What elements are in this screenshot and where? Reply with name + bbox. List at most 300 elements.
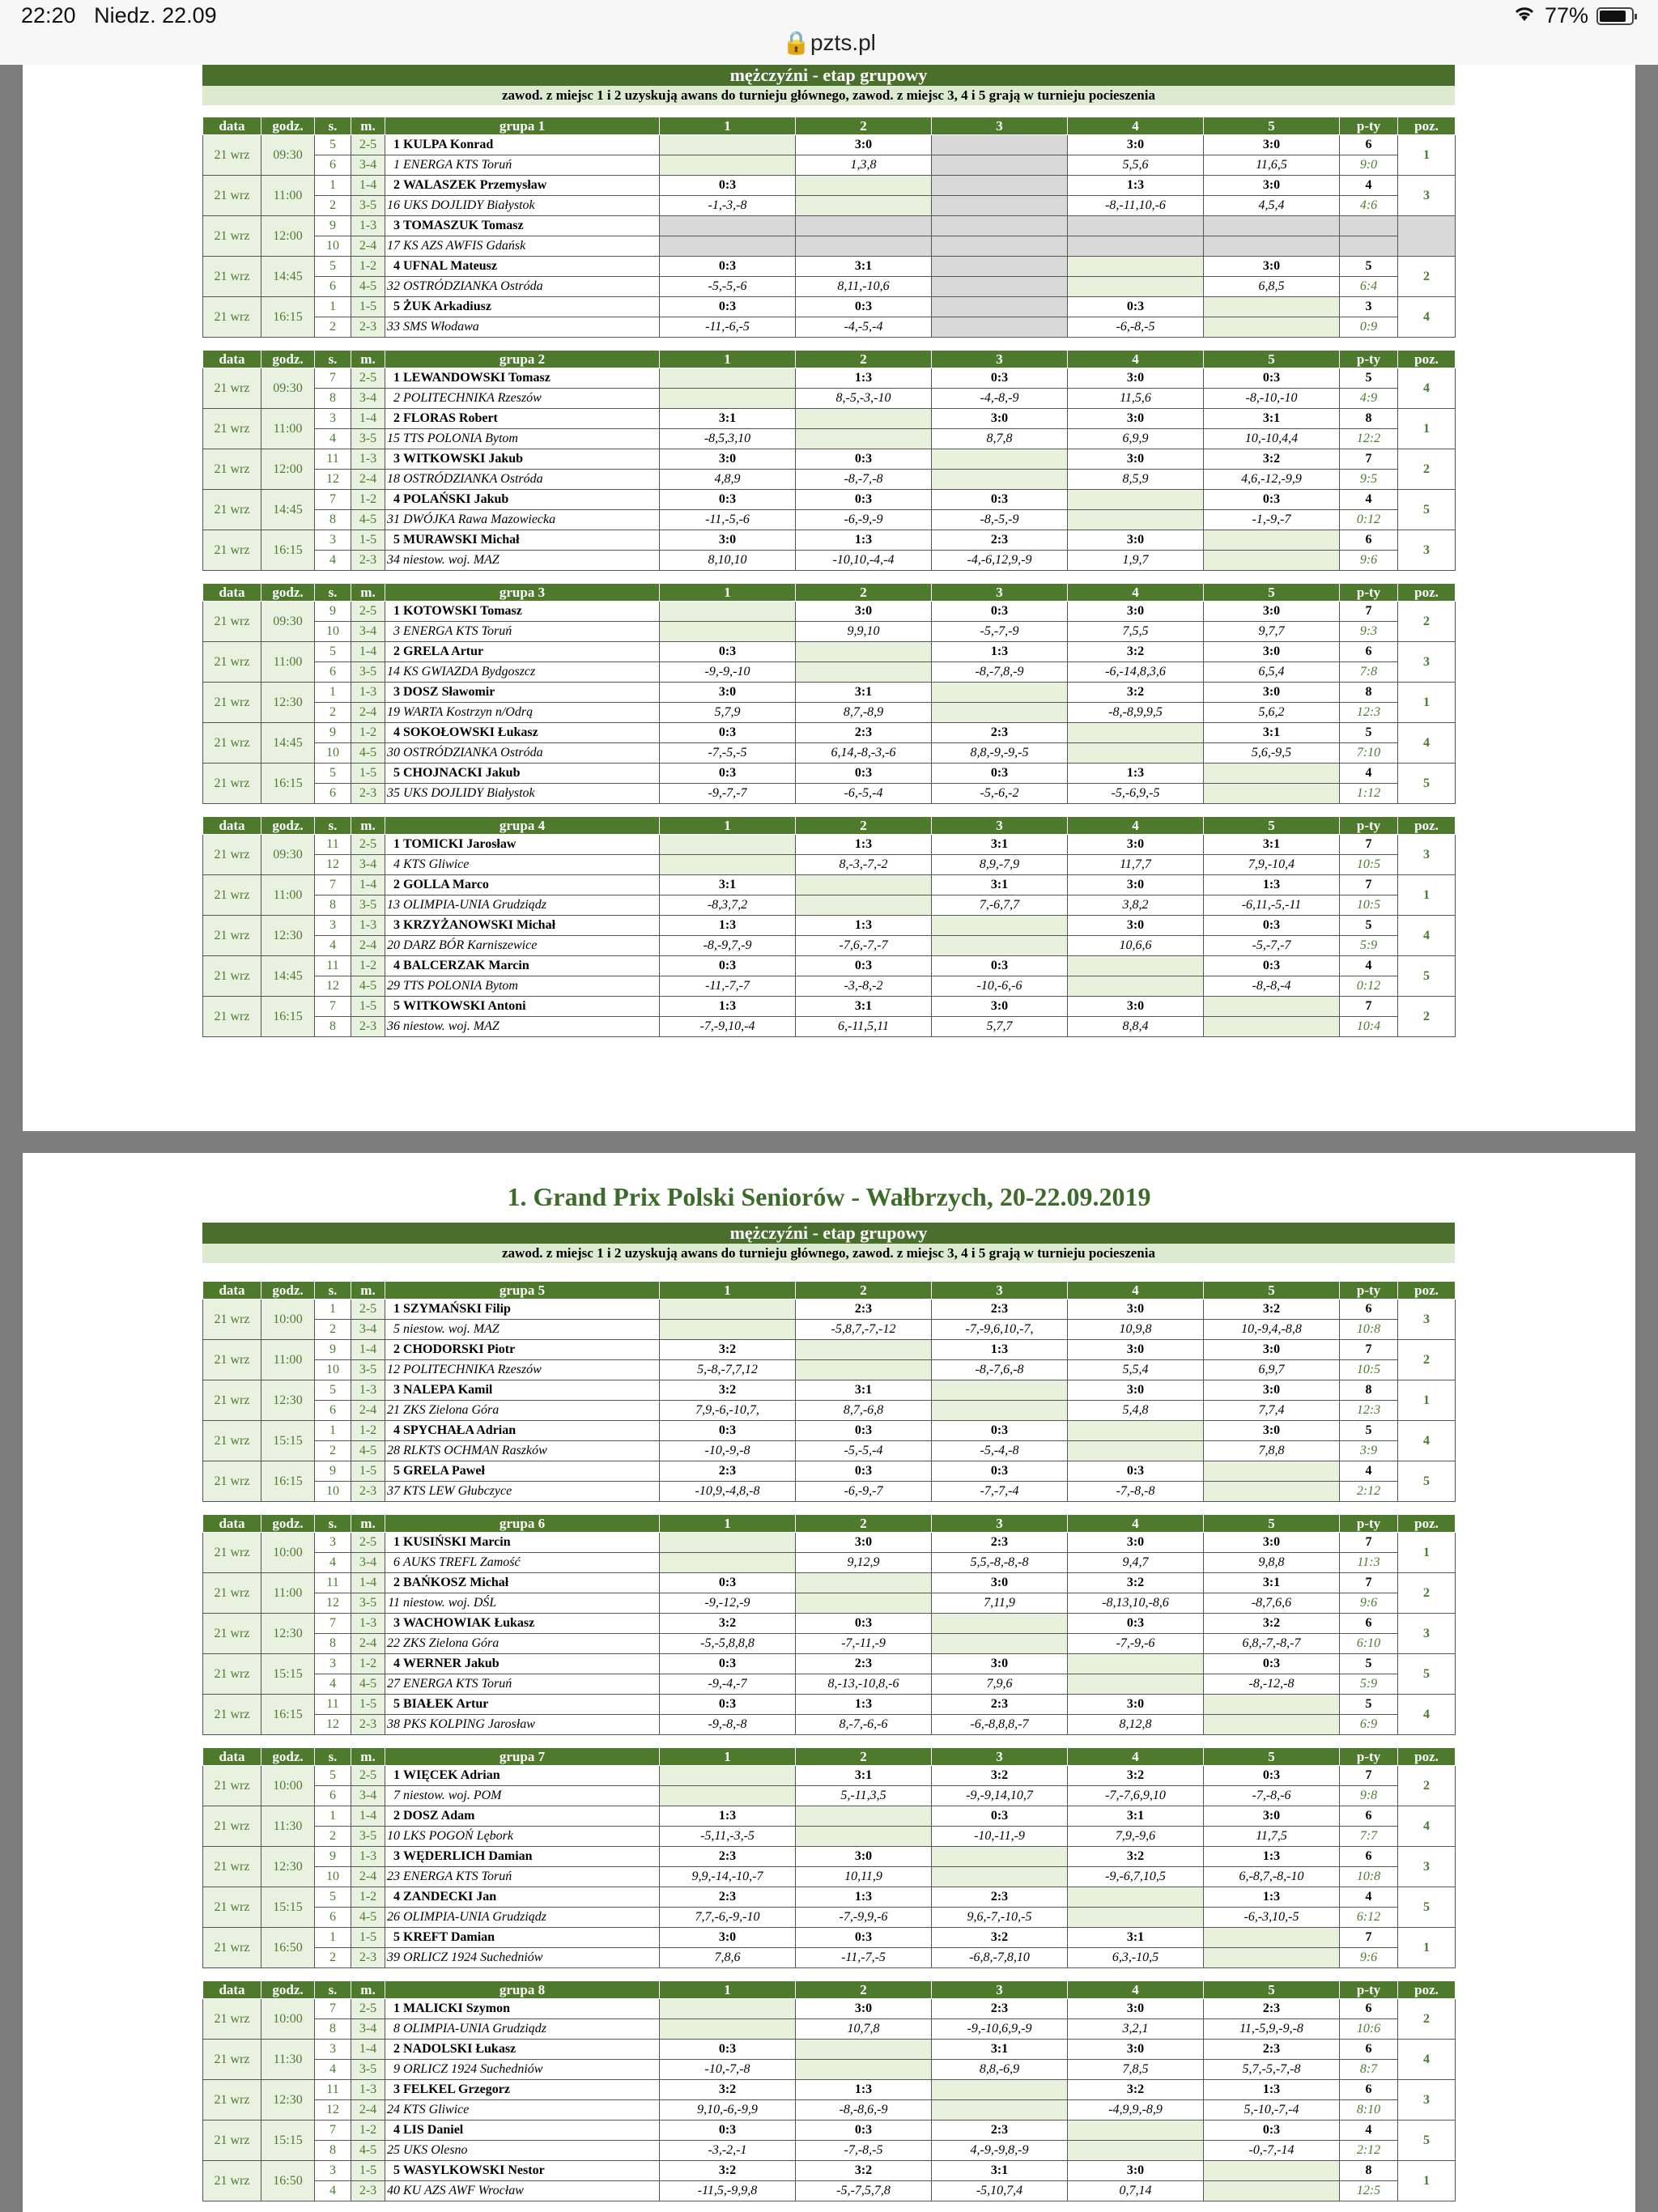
- match-score: 2:3: [932, 530, 1068, 551]
- match-set-details: [932, 1401, 1068, 1421]
- player-name: NALEPA Kamil: [403, 1383, 493, 1397]
- match-set-details: [1068, 510, 1204, 530]
- match-date: 21 wrz: [203, 135, 261, 176]
- match-set-details: -4,-8,-9: [932, 389, 1068, 409]
- match-set-details: 9,6,-7,-10,-5: [932, 1908, 1068, 1928]
- match-date: 21 wrz: [203, 1847, 261, 1887]
- match-score: 2:3: [796, 1654, 932, 1674]
- player-set-ratio: 9:8: [1340, 1786, 1398, 1806]
- player-points: 7: [1340, 1573, 1398, 1593]
- match-pairing: 2-4: [351, 1634, 385, 1654]
- match-set-details: 7,9,6: [932, 1674, 1068, 1695]
- player-seed: 39: [387, 1950, 400, 1964]
- player-position: 4: [1398, 1695, 1456, 1735]
- match-score: 3:1: [1204, 835, 1340, 855]
- player-name: CHOJNACKI Jakub: [403, 766, 521, 780]
- match-set-details: 11,-5,9,-9,-8: [1204, 2019, 1340, 2040]
- column-header-c3: 3: [932, 817, 1068, 835]
- column-header-date: data: [203, 817, 261, 835]
- player-club-cell: [385, 1360, 660, 1380]
- player-points: 4: [1340, 1887, 1398, 1908]
- match-set-details: -7,6,-7,-7: [796, 936, 932, 956]
- player-seed: 24: [387, 2103, 400, 2116]
- match-time: 11:30: [261, 1806, 315, 1847]
- match-set-details: -8,5,3,10: [660, 429, 796, 449]
- player-set-ratio: 3:9: [1340, 1441, 1398, 1461]
- match-score: [796, 176, 932, 196]
- player-name-cell: [385, 530, 660, 551]
- player-seed: 26: [387, 1910, 400, 1924]
- player-row: [203, 2161, 1456, 2181]
- player-position: 1: [1398, 1928, 1456, 1968]
- match-time: 12:00: [261, 449, 315, 490]
- player-name: SZYMAŃSKI Filip: [403, 1302, 511, 1316]
- player-position: [1398, 216, 1456, 257]
- match-score: 3:0: [660, 449, 796, 470]
- player-set-ratio: 4:9: [1340, 389, 1398, 409]
- player-set-ratio: 10:5: [1340, 895, 1398, 916]
- player-name-cell: [385, 1573, 660, 1593]
- match-score: 3:2: [1204, 1614, 1340, 1634]
- match-score: [1068, 1887, 1204, 1908]
- match-set-details: 4,8,9: [660, 470, 796, 490]
- player-row: [203, 1695, 1456, 1715]
- column-header-date: data: [203, 117, 261, 135]
- group-name: grupa 4: [385, 817, 660, 835]
- match-score: [932, 216, 1068, 236]
- player-position: 2: [1398, 257, 1456, 297]
- player-row: [203, 723, 1456, 743]
- match-date: 21 wrz: [203, 1887, 261, 1928]
- column-header-pos: poz.: [1398, 584, 1456, 602]
- player-number: 4: [393, 1657, 400, 1670]
- player-number: 4: [393, 492, 400, 506]
- player-name-cell: [385, 2040, 660, 2060]
- player-points: 4: [1340, 2121, 1398, 2141]
- player-points: 7: [1340, 875, 1398, 895]
- match-set-details: -8,-5,-9: [932, 510, 1068, 530]
- match-score: 3:0: [1204, 1806, 1340, 1827]
- match-set-details: [1204, 2181, 1340, 2201]
- table-number: 4: [315, 551, 351, 571]
- match-date: 21 wrz: [203, 1380, 261, 1421]
- player-club-cell: [385, 784, 660, 804]
- table-number: 5: [315, 1766, 351, 1786]
- match-score: 0:3: [660, 642, 796, 662]
- player-row-sub: [203, 743, 1456, 764]
- match-score: 0:3: [932, 602, 1068, 622]
- match-set-details: [796, 1827, 932, 1847]
- column-header-pts: p-ty: [1340, 1282, 1398, 1300]
- player-position: 5: [1398, 956, 1456, 997]
- match-date: 21 wrz: [203, 723, 261, 764]
- column-header-c1: 1: [660, 1981, 796, 1999]
- match-set-details: 8,7,8: [932, 429, 1068, 449]
- match-set-details: -8,-7,8,-9: [932, 662, 1068, 683]
- match-score: [660, 1533, 796, 1553]
- table-number: 1: [315, 1928, 351, 1948]
- match-score: 0:3: [796, 297, 932, 317]
- column-header-c5: 5: [1204, 1981, 1340, 1999]
- player-club: POLITECHNIKA Rzeszów: [403, 391, 542, 405]
- match-set-details: 9,8,8: [1204, 1553, 1340, 1573]
- match-set-details: [932, 155, 1068, 176]
- player-number: 1: [393, 371, 400, 385]
- player-number: 1: [393, 837, 400, 851]
- match-date: 21 wrz: [203, 368, 261, 409]
- player-row: [203, 216, 1456, 236]
- player-points: 6: [1340, 135, 1398, 155]
- match-score: [796, 216, 932, 236]
- player-name: KULPA Konrad: [403, 138, 494, 151]
- group-name: grupa 6: [385, 1515, 660, 1533]
- player-name-cell: [385, 683, 660, 703]
- match-set-details: 6,9,7: [1204, 1360, 1340, 1380]
- match-set-details: -9,-6,7,10,5: [1068, 1867, 1204, 1887]
- player-row-sub: [203, 2019, 1456, 2040]
- match-score: [932, 297, 1068, 317]
- table-number: 5: [315, 764, 351, 784]
- column-header-pts: p-ty: [1340, 584, 1398, 602]
- column-header-pos: poz.: [1398, 351, 1456, 368]
- match-score: 3:0: [1204, 1340, 1340, 1360]
- match-set-details: -7,-8,-5: [796, 2141, 932, 2161]
- match-set-details: 7,9,-6,-10,7,: [660, 1401, 796, 1421]
- match-pairing: 2-5: [351, 135, 385, 155]
- table-number: 7: [315, 490, 351, 510]
- player-position: 2: [1398, 997, 1456, 1037]
- url-bar[interactable]: 🔒pzts.pl: [782, 30, 876, 55]
- match-pairing: 2-3: [351, 551, 385, 571]
- player-number: 2: [393, 878, 400, 891]
- match-set-details: [932, 2100, 1068, 2121]
- match-set-details: [932, 703, 1068, 723]
- player-row-sub: [203, 1827, 1456, 1847]
- match-date: 21 wrz: [203, 1614, 261, 1654]
- player-seed: 27: [387, 1677, 400, 1691]
- player-row: [203, 1928, 1456, 1948]
- table-number: 6: [315, 1908, 351, 1928]
- match-score: 3:0: [796, 135, 932, 155]
- player-seed: 5: [393, 1322, 400, 1336]
- match-score: 0:3: [932, 764, 1068, 784]
- player-name-cell: [385, 1887, 660, 1908]
- player-seed: 23: [387, 1870, 400, 1883]
- match-set-details: -9,-8,-8: [660, 1715, 796, 1735]
- table-number: 11: [315, 1573, 351, 1593]
- player-seed: 4: [393, 857, 400, 871]
- column-header-date: data: [203, 584, 261, 602]
- match-date: 21 wrz: [203, 2121, 261, 2161]
- match-set-details: [1068, 236, 1204, 257]
- match-score: 1:3: [796, 368, 932, 389]
- match-date: 21 wrz: [203, 956, 261, 997]
- match-score: 3:0: [1204, 642, 1340, 662]
- match-set-details: 5,6,2: [1204, 703, 1340, 723]
- player-club-cell: [385, 1593, 660, 1614]
- group-name: grupa 3: [385, 584, 660, 602]
- player-set-ratio: 11:3: [1340, 1553, 1398, 1573]
- player-row-sub: [203, 1715, 1456, 1735]
- match-score: 0:3: [932, 1461, 1068, 1482]
- player-name: WERNER Jakub: [403, 1657, 500, 1670]
- player-seed: 38: [387, 1717, 400, 1731]
- player-seed: 12: [387, 1363, 400, 1376]
- match-set-details: -10,-9,-8: [660, 1441, 796, 1461]
- match-date: 21 wrz: [203, 764, 261, 804]
- match-score: [932, 257, 1068, 277]
- match-score: 1:3: [796, 1887, 932, 1908]
- player-row: [203, 1847, 1456, 1867]
- player-name-cell: [385, 216, 660, 236]
- match-score: [796, 642, 932, 662]
- column-header-c1: 1: [660, 117, 796, 135]
- column-header-pos: poz.: [1398, 817, 1456, 835]
- column-header-c1: 1: [660, 351, 796, 368]
- table-number: 4: [315, 2060, 351, 2080]
- player-points: 7: [1340, 1533, 1398, 1553]
- table-number: 4: [315, 429, 351, 449]
- table-number: 9: [315, 216, 351, 236]
- match-set-details: [932, 1634, 1068, 1654]
- column-header-s: s.: [315, 584, 351, 602]
- player-name-cell: [385, 1806, 660, 1827]
- match-score: 0:3: [796, 1614, 932, 1634]
- match-date: 21 wrz: [203, 916, 261, 956]
- match-score: 3:1: [796, 997, 932, 1017]
- match-set-details: -6,-14,8,3,6: [1068, 662, 1204, 683]
- match-score: 3:0: [1204, 257, 1340, 277]
- group-table: [202, 1980, 1456, 2201]
- match-date: 21 wrz: [203, 1421, 261, 1461]
- player-points: 4: [1340, 176, 1398, 196]
- player-seed: 18: [387, 472, 400, 486]
- match-set-details: [1068, 976, 1204, 997]
- match-score: 1:3: [1204, 1887, 1340, 1908]
- match-set-details: [1204, 317, 1340, 338]
- player-club-cell: [385, 236, 660, 257]
- player-position: 3: [1398, 1614, 1456, 1654]
- player-name: SOKOŁOWSKI Łukasz: [403, 725, 538, 739]
- column-header-s: s.: [315, 817, 351, 835]
- match-set-details: [796, 236, 932, 257]
- group-header-row: [203, 117, 1456, 135]
- match-time: 15:15: [261, 1421, 315, 1461]
- column-header-c4: 4: [1068, 1282, 1204, 1300]
- match-set-details: -8,-8,9,9,5: [1068, 703, 1204, 723]
- match-score: 3:2: [932, 1766, 1068, 1786]
- player-seed: 25: [387, 2143, 400, 2157]
- match-pairing: 4-5: [351, 277, 385, 297]
- player-position: 3: [1398, 176, 1456, 216]
- player-position: 2: [1398, 1766, 1456, 1806]
- table-number: 2: [315, 1948, 351, 1968]
- match-set-details: -8,7,6,6: [1204, 1593, 1340, 1614]
- match-set-details: -11,-7,-5: [796, 1948, 932, 1968]
- player-row-sub: [203, 1441, 1456, 1461]
- match-pairing: 2-5: [351, 602, 385, 622]
- player-row: [203, 1573, 1456, 1593]
- group-table: [202, 117, 1456, 338]
- match-pairing: 1-2: [351, 2121, 385, 2141]
- player-club-cell: [385, 622, 660, 642]
- match-set-details: 8,9,-7,9: [932, 855, 1068, 875]
- player-club: DWÓJKA Rawa Mazowiecka: [403, 513, 556, 526]
- player-row-sub: [203, 1593, 1456, 1614]
- table-number: 1: [315, 1806, 351, 1827]
- match-set-details: 8,7,-6,8: [796, 1401, 932, 1421]
- match-score: 3:0: [1068, 449, 1204, 470]
- player-row: [203, 409, 1456, 429]
- table-number: 9: [315, 602, 351, 622]
- group-table: [202, 583, 1456, 804]
- match-pairing: 2-4: [351, 2100, 385, 2121]
- match-score: 3:1: [796, 683, 932, 703]
- player-name-cell: [385, 1533, 660, 1553]
- match-set-details: 11,5,6: [1068, 389, 1204, 409]
- match-score: 1:3: [796, 916, 932, 936]
- player-seed: 15: [387, 432, 400, 445]
- column-header-m: m.: [351, 1981, 385, 1999]
- player-points: 7: [1340, 835, 1398, 855]
- player-row-sub: [203, 196, 1456, 216]
- match-pairing: 3-5: [351, 1593, 385, 1614]
- player-position: 3: [1398, 1300, 1456, 1340]
- match-pairing: 2-3: [351, 784, 385, 804]
- match-time: 09:30: [261, 602, 315, 642]
- player-set-ratio: 1:12: [1340, 784, 1398, 804]
- table-number: 8: [315, 2141, 351, 2161]
- match-set-details: -11,5,-9,9,8: [660, 2181, 796, 2201]
- match-set-details: [660, 855, 796, 875]
- match-set-details: 11,7,5: [1204, 1827, 1340, 1847]
- match-time: 12:30: [261, 1614, 315, 1654]
- player-name: KRZYŻANOWSKI Michał: [403, 918, 556, 932]
- match-time: 11:30: [261, 2040, 315, 2080]
- match-set-details: -8,-7,6,-8: [932, 1360, 1068, 1380]
- player-set-ratio: 7:8: [1340, 662, 1398, 683]
- player-name: TOMASZUK Tomasz: [403, 219, 524, 232]
- player-points: 6: [1340, 1614, 1398, 1634]
- match-score: [1204, 297, 1340, 317]
- player-row-sub: [203, 1674, 1456, 1695]
- player-row: [203, 176, 1456, 196]
- match-set-details: -7,-8,-6: [1204, 1786, 1340, 1806]
- match-pairing: 3-5: [351, 895, 385, 916]
- player-club: ENERGA KTS Toruń: [403, 624, 512, 638]
- player-row: [203, 2040, 1456, 2060]
- column-header-c2: 2: [796, 1748, 932, 1766]
- player-club-cell: [385, 1674, 660, 1695]
- match-date: 21 wrz: [203, 216, 261, 257]
- match-score: 0:3: [660, 1573, 796, 1593]
- table-number: 8: [315, 1634, 351, 1654]
- match-set-details: -5,-6,-2: [932, 784, 1068, 804]
- player-club-cell: [385, 1786, 660, 1806]
- match-score: 0:3: [796, 1421, 932, 1441]
- player-set-ratio: 5:9: [1340, 936, 1398, 956]
- match-score: [660, 135, 796, 155]
- player-seed: 32: [387, 279, 400, 293]
- player-position: 5: [1398, 490, 1456, 530]
- column-header-c4: 4: [1068, 351, 1204, 368]
- group-name: grupa 5: [385, 1282, 660, 1300]
- player-club-cell: [385, 1017, 660, 1037]
- match-set-details: [1204, 784, 1340, 804]
- player-set-ratio: 7:7: [1340, 1827, 1398, 1847]
- match-score: 3:2: [660, 1380, 796, 1401]
- player-seed: 35: [387, 786, 400, 800]
- match-score: 2:3: [932, 1887, 1068, 1908]
- player-position: 4: [1398, 1421, 1456, 1461]
- match-time: 16:15: [261, 1695, 315, 1735]
- player-club-cell: [385, 1401, 660, 1421]
- match-score: 3:1: [1068, 1928, 1204, 1948]
- player-name-cell: [385, 1340, 660, 1360]
- match-set-details: -9,-12,-9: [660, 1593, 796, 1614]
- player-row-sub: [203, 2141, 1456, 2161]
- section-subtitle: zawod. z miejsc 1 i 2 uzyskują awans do turnieju głównego, zawod. z miejsc 3, 4 i 5 grają w turnieju pocieszenia: [202, 86, 1455, 105]
- table-number: 1: [315, 297, 351, 317]
- match-set-details: -7,-9,6,10,-7,: [932, 1320, 1068, 1340]
- player-position: 4: [1398, 723, 1456, 764]
- match-pairing: 1-2: [351, 723, 385, 743]
- match-score: 3:0: [660, 530, 796, 551]
- table-number: 8: [315, 895, 351, 916]
- column-header-m: m.: [351, 351, 385, 368]
- column-header-c5: 5: [1204, 117, 1340, 135]
- player-seed: 21: [387, 1403, 400, 1417]
- match-pairing: 3-5: [351, 429, 385, 449]
- match-score: 0:3: [660, 723, 796, 743]
- table-number: 5: [315, 1887, 351, 1908]
- player-set-ratio: 9:5: [1340, 470, 1398, 490]
- match-set-details: -6,-5,-4: [796, 784, 932, 804]
- player-club: niestow. woj. MAZ: [403, 553, 500, 567]
- match-set-details: -8,-8,6,-9: [796, 2100, 932, 2121]
- match-pairing: 1-3: [351, 2080, 385, 2100]
- match-set-details: 8,8,-6,9: [932, 2060, 1068, 2080]
- player-name: GRELA Paweł: [403, 1464, 485, 1478]
- player-row-sub: [203, 895, 1456, 916]
- match-time: 12:30: [261, 1847, 315, 1887]
- player-position: 4: [1398, 2040, 1456, 2080]
- player-seed: 16: [387, 198, 400, 212]
- player-club: UKS DOJLIDY Białystok: [403, 198, 535, 212]
- group-header-row: [203, 351, 1456, 368]
- match-score: 0:3: [1068, 297, 1204, 317]
- player-row: [203, 602, 1456, 622]
- table-number: 6: [315, 155, 351, 176]
- match-score: 3:0: [1068, 835, 1204, 855]
- match-pairing: 2-4: [351, 936, 385, 956]
- player-row-sub: [203, 389, 1456, 409]
- player-name: WĘDERLICH Damian: [403, 1849, 533, 1863]
- match-set-details: 10,-9,4,-8,8: [1204, 1320, 1340, 1340]
- match-pairing: 1-5: [351, 530, 385, 551]
- column-header-m: m.: [351, 117, 385, 135]
- match-score: 0:3: [1204, 1654, 1340, 1674]
- match-score: [1068, 956, 1204, 976]
- player-row: [203, 683, 1456, 703]
- match-set-details: -7,-9,9,-6: [796, 1908, 932, 1928]
- match-score: [932, 1380, 1068, 1401]
- match-set-details: 3,2,1: [1068, 2019, 1204, 2040]
- player-position: 3: [1398, 642, 1456, 683]
- match-set-details: 6,9,9: [1068, 429, 1204, 449]
- player-club: TTS POLONIA Bytom: [403, 979, 518, 993]
- column-header-s: s.: [315, 117, 351, 135]
